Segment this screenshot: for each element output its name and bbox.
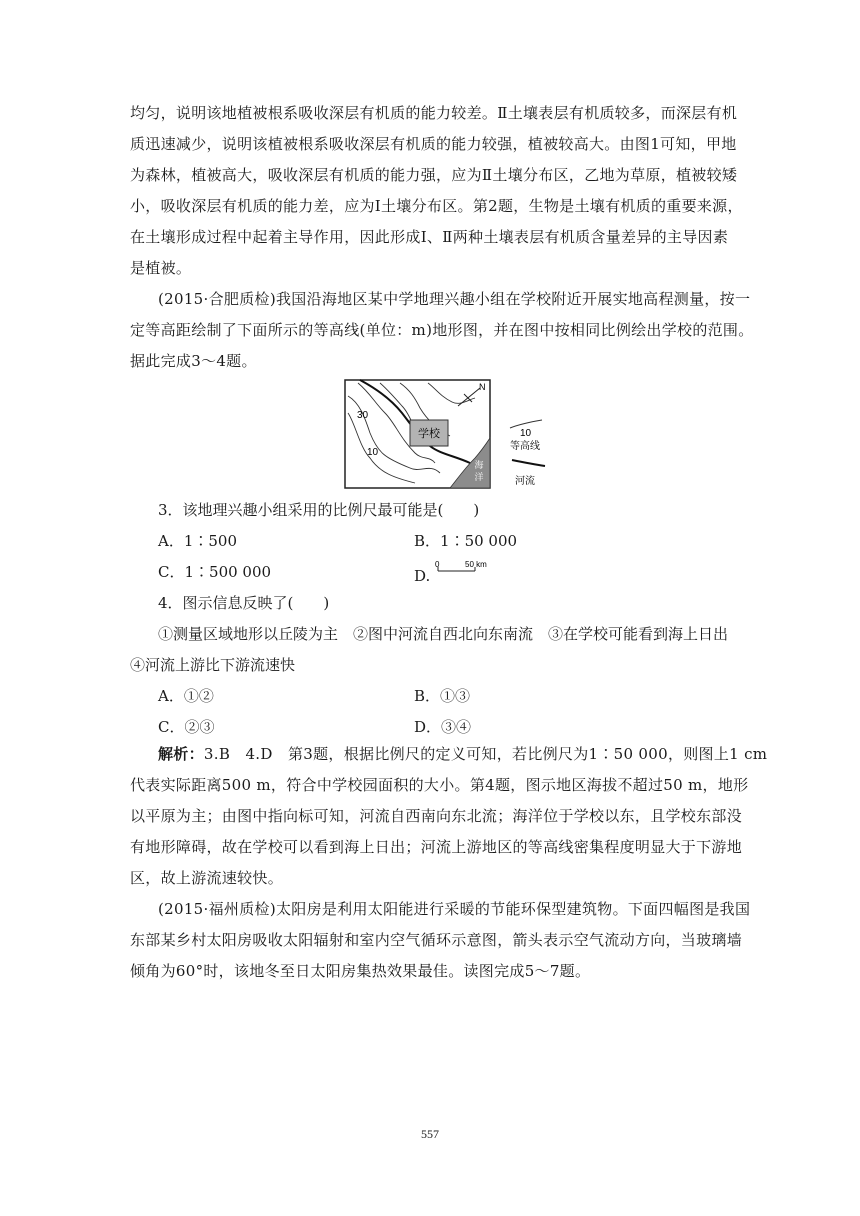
- text-line: 是植被。: [130, 259, 192, 277]
- text-line: 小，吸收深层有机质的能力差，应为Ⅰ土壤分布区。第2题，生物是土壤有机质的重要来源，: [130, 197, 743, 215]
- legend-river-label: 河流: [515, 476, 535, 487]
- question-4-statements: ④河流上游比下游流速快: [130, 656, 296, 674]
- contour-label-30: 30: [357, 410, 369, 421]
- question-3-option-c: C．1∶500 000: [158, 563, 272, 581]
- text-line: 有地形障碍，故在学校可以看到海上日出；河流上游地区的等高线密集程度明显大于下游地: [130, 838, 743, 856]
- sea-label: 海: [474, 461, 484, 471]
- source-name: 福州质检: [208, 900, 270, 918]
- text-line: 均匀，说明该地植被根系吸收深层有机质的能力较差。Ⅱ土壤表层有机质较多，而深层有机: [130, 104, 738, 122]
- question-4-option-c: C．②③: [158, 718, 215, 736]
- school-label: 学校: [418, 427, 440, 440]
- analysis-label: 解析：: [158, 745, 204, 763]
- legend-contour-icon: [510, 420, 542, 428]
- source-prefix: (2015·: [158, 900, 209, 918]
- question-5-7-intro: [130, 894, 751, 987]
- question-4-stem: 4．图示信息反映了( ): [158, 594, 330, 612]
- text-line: 定等高距绘制了下面所示的等高线(单位：m)地形图，并在图中按相同比例绘出学校的范围。: [130, 321, 754, 339]
- source-name: 合肥质检: [208, 290, 270, 308]
- text-segment: 3.B 4.D 第3题，根据比例尺的定义可知，若比例尺为1∶50 000，则图上1 cm: [203, 745, 768, 763]
- scale-bar-icon: [435, 561, 505, 579]
- question-3-option-b: B．1∶50 000: [414, 532, 518, 550]
- text-segment: 我国沿海地区某中学地理兴趣小组在学校附近开展实地高程测量，按一: [275, 290, 751, 308]
- question-4-option-d: D．③④: [414, 718, 472, 736]
- source-suffix: ): [269, 900, 276, 918]
- question-4-statements: ①测量区域地形以丘陵为主 ②图中河流自西北向东南流 ③在学校可能看到海上日出: [158, 625, 729, 643]
- contour-label-10: 10: [367, 447, 379, 458]
- question-3-stem: 3．该地理兴趣小组采用的比例尺最可能是( ): [158, 501, 480, 519]
- text-line: 在土壤形成过程中起着主导作用，因此形成Ⅰ、Ⅱ两种土壤表层有机质含量差异的主导因素: [130, 228, 729, 246]
- legend-contour-label: 等高线: [510, 441, 540, 452]
- legend-river-icon: [512, 460, 545, 466]
- contour-map: [340, 378, 560, 493]
- contour-map-figure: [340, 378, 560, 497]
- text-line: 倾角为60°时，该地冬至日太阳房集热效果最佳。读图完成5～7题。: [130, 962, 591, 980]
- text-line: 据此完成3～4题。: [130, 352, 257, 370]
- question-3-option-a: A．1∶500: [158, 532, 238, 550]
- text-line: 以平原为主；由图中指向标可知，河流自西南向东北流；海洋位于学校以东，且学校东部没: [130, 807, 743, 825]
- text-line: 区，故上游流速较快。: [130, 869, 284, 887]
- source-suffix: ): [269, 290, 276, 308]
- text-line: 质迅速减少，说明该植被根系吸收深层有机质的能力较强，植被较高大。由图1可知，甲地: [130, 135, 737, 153]
- text-line: 东部某乡村太阳房吸收太阳辐射和室内空气循环示意图，箭头表示空气流动方向，当玻璃墙: [130, 931, 743, 949]
- question-3-option-d: [414, 561, 505, 585]
- text-line: [130, 739, 768, 770]
- scale-zero: 0: [435, 561, 440, 569]
- question-3-4-intro: [130, 284, 754, 377]
- text-line: 为森林，植被高大，吸收深层有机质的能力强，应为Ⅱ土壤分布区，乙地为草原，植被较矮: [130, 166, 738, 184]
- source-prefix: (2015·: [158, 290, 209, 308]
- page-number: 557: [421, 1127, 439, 1141]
- text-line: [130, 894, 751, 925]
- question-4-option-a: A．①②: [158, 687, 214, 705]
- previous-answer-paragraph: [130, 98, 743, 284]
- option-d-prefix: D.: [414, 567, 431, 585]
- legend-contour-value: 10: [520, 428, 532, 439]
- analysis-paragraph: [130, 739, 768, 894]
- text-line: 代表实际距离500 m，符合中学校园面积的大小。第4题，图示地区海拔不超过50 m，地形: [130, 776, 749, 794]
- question-4-option-b: B．①③: [414, 687, 471, 705]
- sea-label: 洋: [474, 473, 484, 483]
- text-line: [130, 284, 751, 315]
- scale-value: 50 km: [465, 561, 487, 569]
- north-label: N: [479, 382, 486, 392]
- text-segment: 太阳房是利用太阳能进行采暖的节能环保型建筑物。下面四幅图是我国: [275, 900, 751, 918]
